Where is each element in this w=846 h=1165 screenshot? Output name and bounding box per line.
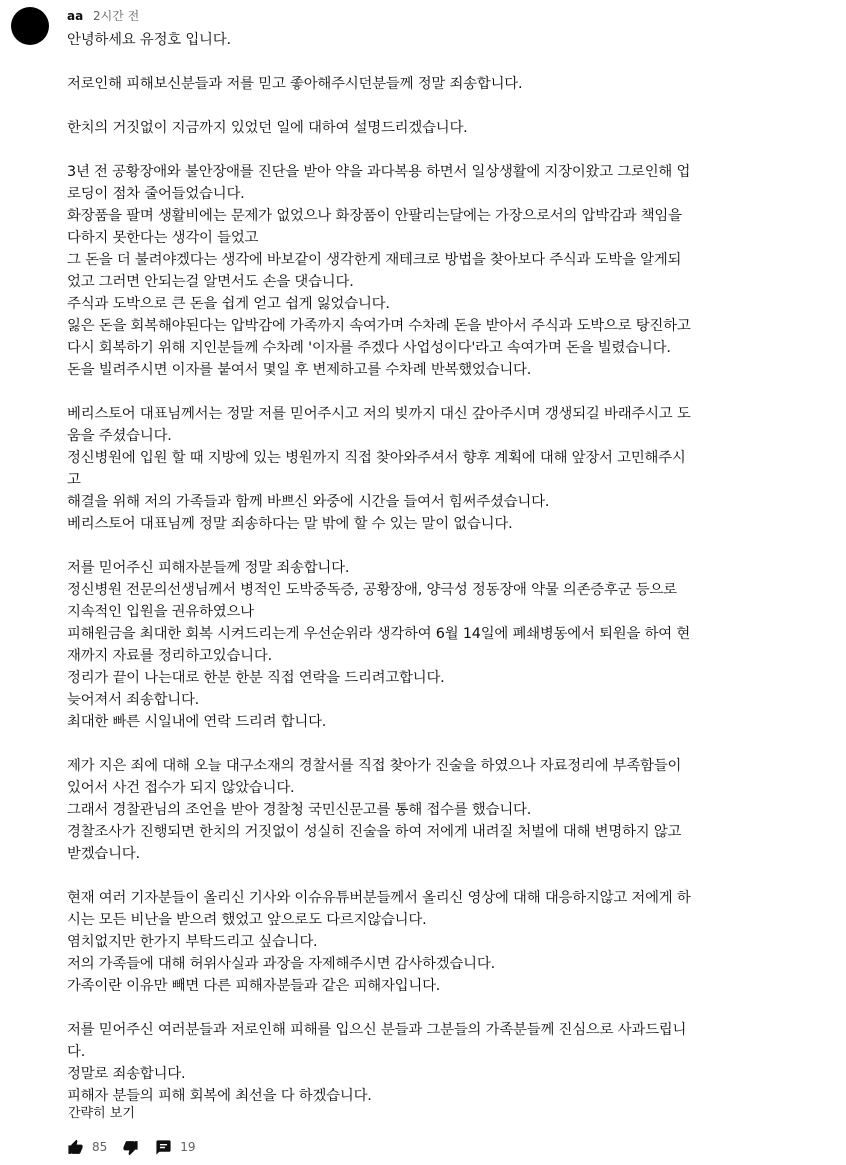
blank-line (67, 381, 807, 403)
avatar[interactable] (11, 7, 49, 45)
reply-count: 19 (180, 1140, 196, 1154)
comment-timestamp[interactable]: 2시간 전 (93, 9, 140, 23)
comment-line: 안녕하세요 유정호 입니다. (67, 32, 231, 48)
comment-line: 지속적인 입원을 권유하였으나 (67, 604, 254, 620)
comment-line: 시는 모든 비난을 받으려 했었고 앞으로도 다르지않습니다. (67, 912, 427, 928)
comment-reply-icon (155, 1139, 172, 1156)
blank-line (67, 535, 807, 557)
comment-line: 최대한 빠른 시일내에 연락 드리려 합니다. (67, 714, 327, 730)
blank-line (67, 733, 807, 755)
comment-line: 3년 전 공황장애와 불안장애를 진단을 받아 약을 과다복용 하면서 일상생활에 지장이왔고 그로인해 업 (67, 164, 691, 180)
dislike-button[interactable] (122, 1139, 139, 1156)
comment-line: 저의 가족들에 대해 허위사실과 과장을 자제해주시면 감사하겠습니다. (67, 956, 495, 972)
comment-line: 해결을 위해 저의 가족들과 함께 바쁘신 와중에 시간을 들여서 힘써주셨습니다. (67, 494, 550, 510)
blank-line (67, 139, 807, 161)
comment-line: 고 (67, 472, 81, 488)
comment-line: 경찰조사가 진행되면 한치의 거짓없이 성실히 진술을 하여 저에게 내려질 처벌에 대해 변명하지 않고 (67, 824, 682, 840)
comment-line: 염치없지만 한가지 부탁드리고 싶습니다. (67, 934, 318, 950)
comment-actions (67, 1136, 211, 1158)
comment-line: 받겠습니다. (67, 846, 140, 862)
comment-line: 저를 믿어주신 피해자분들께 정말 죄송합니다. (67, 560, 350, 576)
blank-line (67, 51, 807, 73)
comment-line: 그 돈을 더 불려야겠다는 생각에 바보같이 생각한게 재테크로 방법을 찾아보다 주식과 도박을 알게되 (67, 252, 682, 268)
thumbs-up-icon (67, 1139, 84, 1156)
like-button[interactable] (67, 1139, 84, 1156)
comment-line: 피해자 분들의 피해 회복에 최선을 다 하겠습니다. (67, 1088, 372, 1104)
comment-line: 다. (67, 1044, 86, 1060)
comment-line: 베리스토어 대표님께 정말 죄송하다는 말 밖에 할 수 있는 말이 없습니다. (67, 516, 513, 532)
comment-line: 저를 믿어주신 여러분들과 저로인해 피해를 입으신 분들과 그분들의 가족분들께 진심으로 사과드립니 (67, 1022, 687, 1038)
blank-line (67, 95, 807, 117)
comment-line: 로딩이 점차 줄어들었습니다. (67, 186, 245, 202)
comment-line: 돈을 빌려주시면 이자를 붙여서 몇일 후 변제하고를 수차례 반복했었습니다. (67, 362, 532, 378)
comment-line: 피해원금을 최대한 회복 시켜드리는게 우선순위라 생각하여 6월 14일에 폐쇄병동에서 퇴원을 하여 현 (67, 626, 691, 642)
comment-line: 늦어져서 죄송합니다. (67, 692, 200, 708)
comment-line: 정신병원에 입원 할 때 지방에 있는 병원까지 직접 찾아와주셔서 향후 계획에 대해 앞장서 고민해주시 (67, 450, 686, 466)
comment-line: 움을 주셨습니다. (67, 428, 172, 444)
comment-line: 주식과 도박으로 큰 돈을 쉽게 얻고 쉽게 잃었습니다. (67, 296, 390, 312)
author-name[interactable]: aa (67, 9, 84, 23)
show-less-button[interactable]: 간략히 보기 (68, 1104, 135, 1124)
comment-line: 현재 여러 기자분들이 올리신 기사와 이슈유튜버분들께서 올리신 영상에 대해 대응하지않고 저에게 하 (67, 890, 691, 906)
comment-line: 잃은 돈을 회복해야된다는 압박감에 가족까지 속여가며 수차례 돈을 받아서 주식과 도박으로 탕진하고 (67, 318, 691, 334)
comment-line: 었고 그러면 안되는걸 알면서도 손을 댓습니다. (67, 274, 354, 290)
comment-line: 그래서 경찰관님의 조언을 받아 경찰청 국민신문고를 통해 접수를 했습니다. (67, 802, 532, 818)
comment-line: 다하지 못한다는 생각이 들었고 (67, 230, 259, 246)
comment-line: 가족이란 이유만 빼면 다른 피해자분들과 같은 피해자입니다. (67, 978, 441, 994)
comment-line: 재까지 자료를 정리하고있습니다. (67, 648, 272, 664)
comment-line: 제가 지은 죄에 대해 오늘 대구소재의 경찰서를 직접 찾아가 진술을 하였으나 자료정리에 부족함들이 (67, 758, 682, 774)
blank-line (67, 997, 807, 1019)
comment-line: 정리가 끝이 나는대로 한분 한분 직접 연락을 드리려고합니다. (67, 670, 445, 686)
reply-button[interactable] (155, 1139, 172, 1156)
comment-header (67, 8, 139, 24)
comment-line: 정말로 죄송합니다. (67, 1066, 186, 1082)
blank-line (67, 865, 807, 887)
comment-line: 화장품을 팔며 생활비에는 문제가 없었으나 화장품이 안팔리는달에는 가장으로서의 압박감과 책임을 (67, 208, 682, 224)
like-count: 85 (92, 1140, 108, 1154)
comment-line: 있어서 사건 접수가 되지 않았습니다. (67, 780, 295, 796)
thumbs-down-icon (122, 1139, 139, 1156)
comment-text (67, 29, 807, 1107)
comment-line: 저로인해 피해보신분들과 저를 믿고 좋아해주시던분들께 정말 죄송합니다. (67, 76, 523, 92)
comment-line: 다시 회복하기 위해 지인분들께 수차례 '이자를 주겠다 사업성이다'라고 속여가며 돈을 빌렸습니다. (67, 340, 671, 356)
comment-line: 베리스토어 대표님께서는 정말 저를 믿어주시고 저의 빚까지 대신 갚아주시며 갱생되길 바래주시고 도 (67, 406, 691, 422)
comment-line: 정신병원 전문의선생님께서 병적인 도박중독증, 공황장애, 양극성 정동장애 약물 의존증후군 등으로 (67, 582, 677, 598)
comment-line: 한치의 거짓없이 지금까지 있었던 일에 대하여 설명드리겠습니다. (67, 120, 468, 136)
